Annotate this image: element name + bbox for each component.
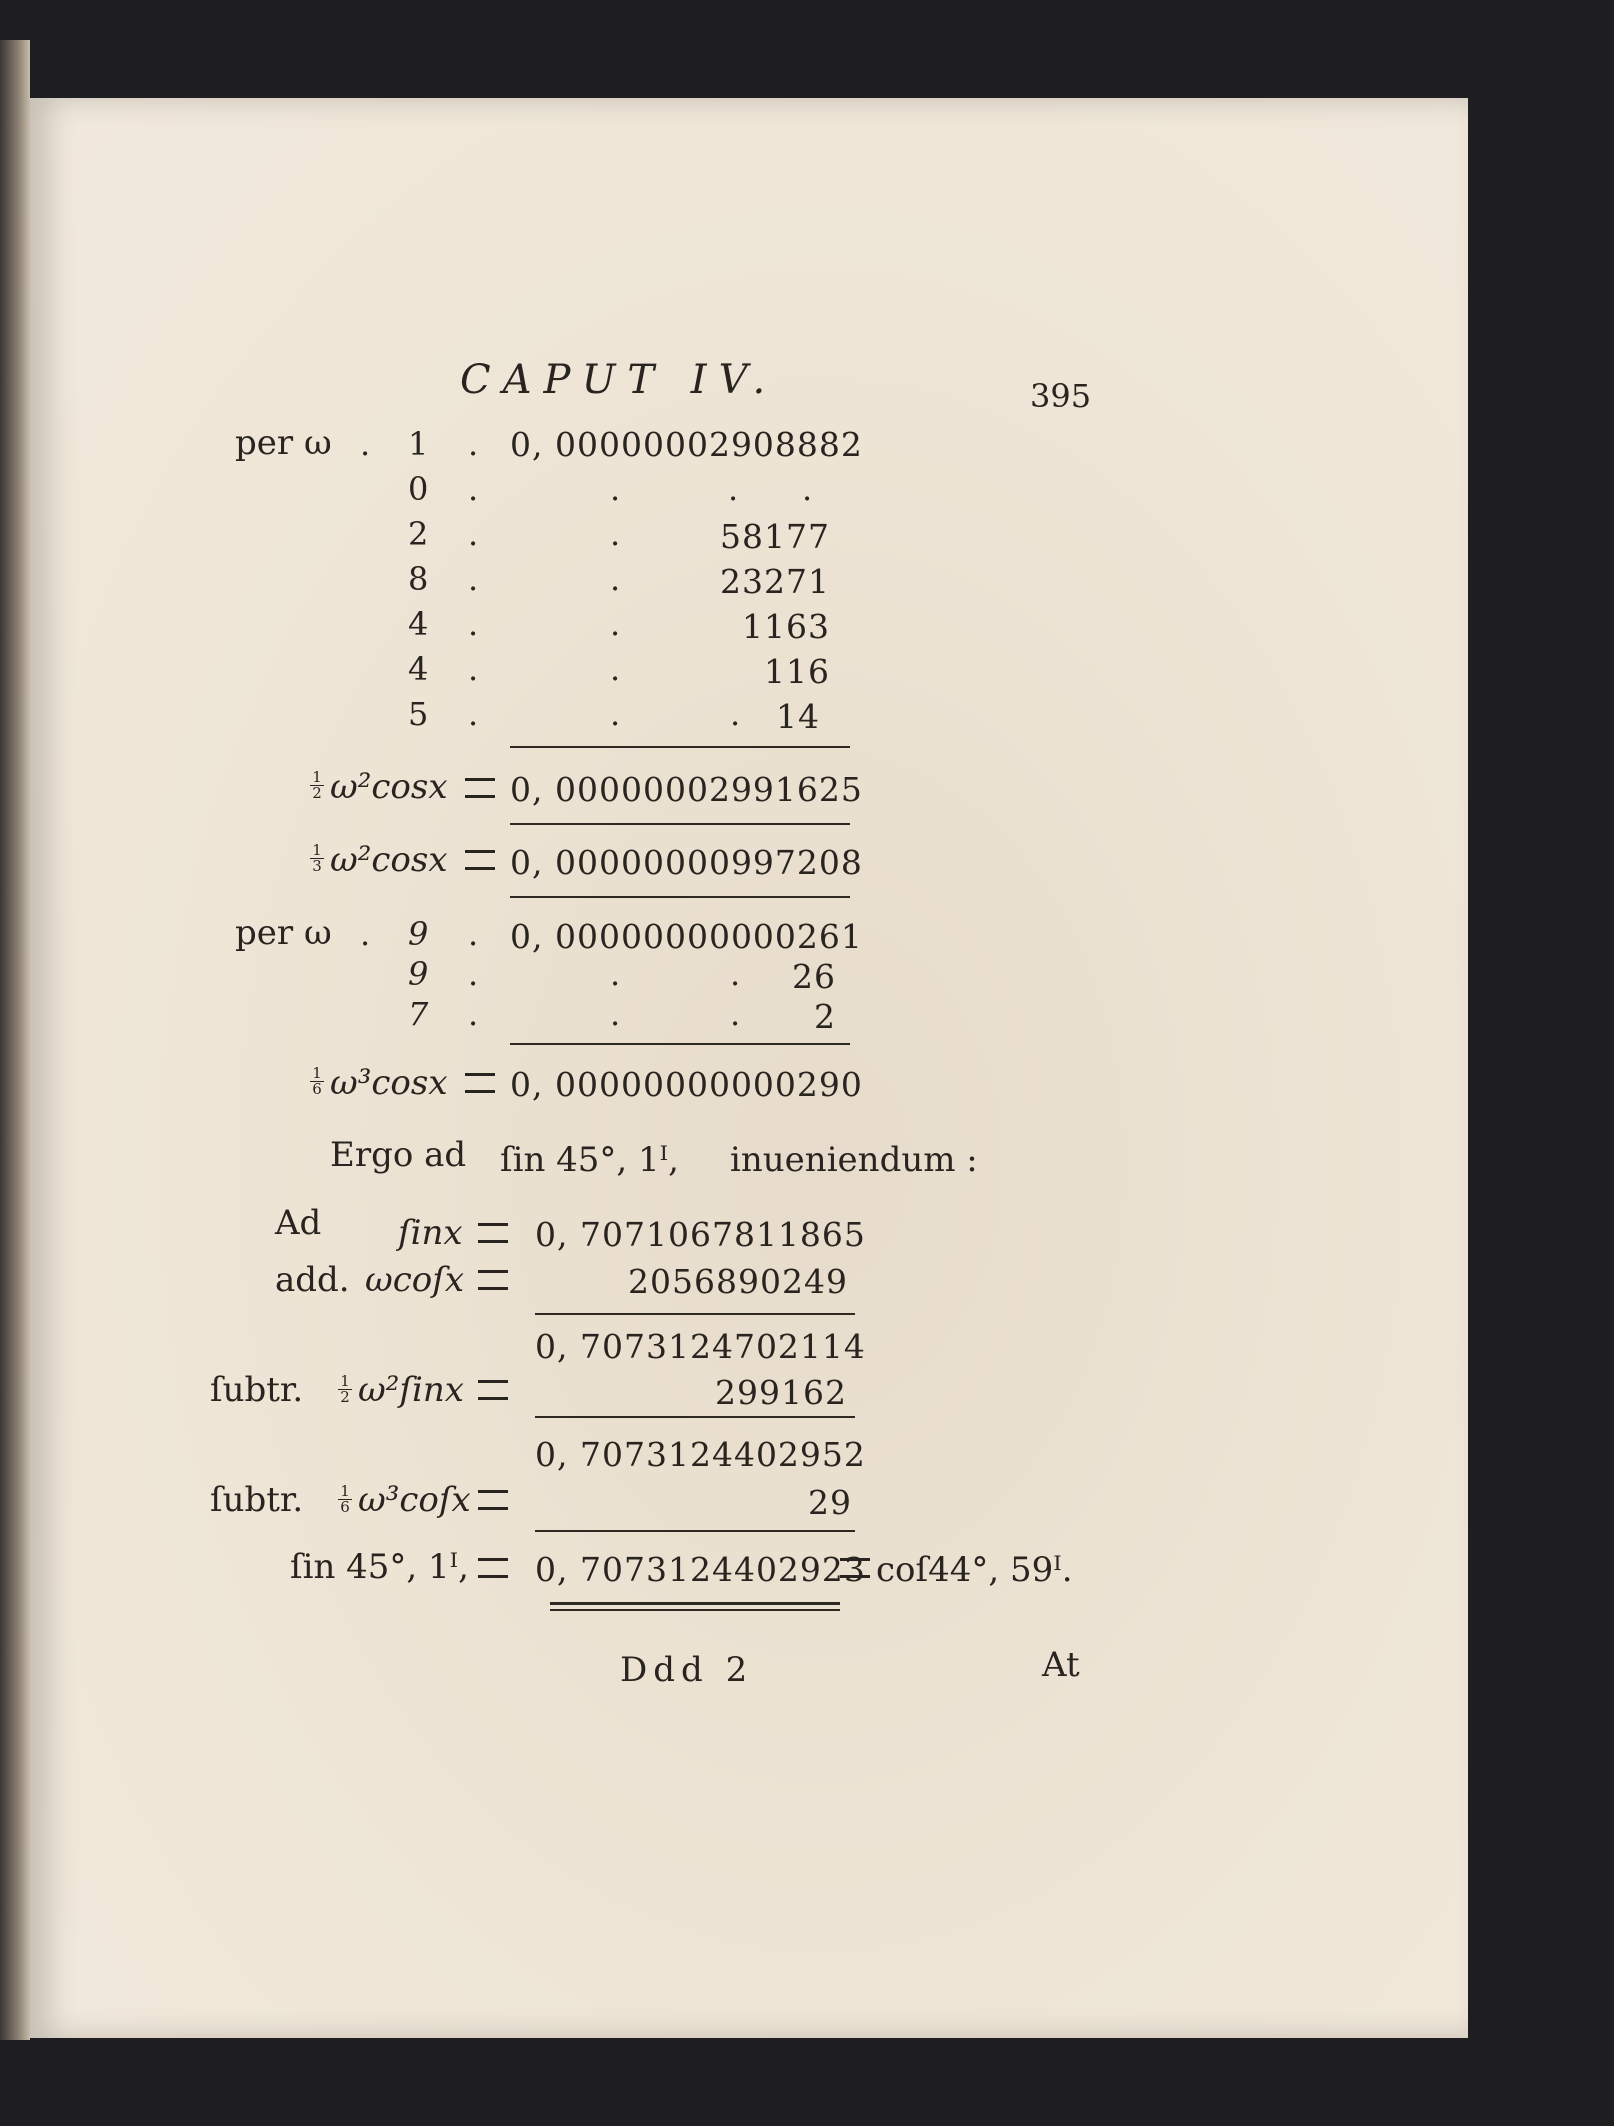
equals-sign — [478, 1490, 508, 1510]
add-label: add. — [275, 1260, 350, 1300]
rule — [535, 1416, 855, 1418]
dot: . — [610, 650, 621, 688]
dot: . — [802, 470, 813, 508]
sum2-value: 0, 7073124402952 — [535, 1435, 866, 1474]
ergo-text: Ergo ad — [330, 1135, 467, 1175]
fraction: $\frac{1}{6}$ — [338, 1484, 352, 1515]
equals-sign — [465, 778, 495, 798]
ad-value: 0, 7071067811865 — [535, 1215, 866, 1254]
rule — [510, 1043, 850, 1045]
dot: . — [730, 995, 741, 1033]
final-lhs: ſin 45°, 1ᴵ, — [290, 1547, 469, 1587]
expression: ω³cosx — [330, 1063, 448, 1103]
subtr1-value: 299162 — [715, 1373, 847, 1412]
ad-label: Ad — [275, 1203, 322, 1243]
subtr2-label: ſubtr. — [210, 1480, 304, 1520]
dot: . — [468, 470, 479, 508]
equals-sign — [478, 1558, 508, 1578]
value: 116 — [764, 652, 830, 691]
equals-sign — [840, 1558, 870, 1578]
final-rhs: coſ44°, 59ᴵ. — [876, 1550, 1073, 1590]
value: 58177 — [720, 517, 830, 556]
dot: . — [610, 695, 621, 733]
dot: . — [610, 515, 621, 553]
dot: . — [610, 995, 621, 1033]
ergo-sin: ſin 45°, 1ᴵ, — [500, 1140, 679, 1180]
value: 1163 — [742, 607, 830, 646]
dot: . — [730, 695, 741, 733]
add-value: 2056890249 — [628, 1262, 848, 1301]
value: 0, 00000002908882 — [510, 425, 863, 464]
double-rule — [550, 1609, 840, 1611]
subtr1-expr: ω²ſinx — [358, 1370, 464, 1410]
ergo-rest: inueniendum : — [730, 1140, 978, 1180]
subtr2-value: 29 — [808, 1483, 852, 1522]
running-head: CAPUT IV. — [460, 357, 778, 403]
value: 2 — [814, 997, 836, 1036]
digit: 1 — [408, 425, 429, 463]
dot: . — [730, 955, 741, 993]
rule — [535, 1530, 855, 1532]
final-value: 0, 7073124402923 — [535, 1550, 866, 1589]
signature-mark: Ddd 2 — [620, 1650, 754, 1690]
equals-sign — [478, 1270, 508, 1290]
digit: 4 — [408, 605, 429, 643]
rule — [535, 1313, 855, 1315]
value: 23271 — [720, 562, 830, 601]
dot: . — [468, 995, 479, 1033]
dot: . — [610, 470, 621, 508]
dot: . — [728, 470, 739, 508]
digit: 2 — [408, 515, 429, 553]
fraction: $\frac{1}{2}$ — [338, 1374, 352, 1405]
dot: . — [610, 605, 621, 643]
dot: . — [610, 955, 621, 993]
dot: . — [610, 560, 621, 598]
dot: . — [468, 915, 479, 953]
value: 26 — [792, 957, 836, 996]
dot: . — [468, 425, 479, 463]
per-omega-label-1: per ω — [235, 423, 332, 463]
fraction: $\frac{1}{2}$ — [310, 770, 324, 801]
rule — [510, 746, 850, 748]
equals-sign — [478, 1223, 508, 1243]
dot: . — [468, 695, 479, 733]
ad-expr: ſinx — [398, 1213, 463, 1253]
fraction: $\frac{1}{6}$ — [310, 1066, 324, 1097]
expression: ω²cosx — [330, 767, 448, 807]
page-number: 395 — [1030, 377, 1092, 415]
digit: 7 — [408, 995, 429, 1033]
dot: . — [360, 915, 371, 953]
per-omega-label-2: per ω — [235, 913, 332, 953]
dot: . — [468, 560, 479, 598]
digit: 8 — [408, 560, 429, 598]
equals-sign — [478, 1380, 508, 1400]
rule — [510, 823, 850, 825]
digit: 9 — [408, 955, 429, 993]
equals-sign — [465, 1073, 495, 1093]
double-rule — [550, 1602, 840, 1605]
value: 0, 00000000997208 — [510, 843, 863, 882]
digit: 9 — [408, 915, 429, 953]
dot: . — [468, 955, 479, 993]
dot: . — [468, 515, 479, 553]
fraction: $\frac{1}{3}$ — [310, 843, 324, 874]
dot: . — [468, 605, 479, 643]
rule — [510, 896, 850, 898]
digit: 4 — [408, 650, 429, 688]
digit: 0 — [408, 470, 429, 508]
book-page — [30, 98, 1468, 2038]
equals-sign — [465, 850, 495, 870]
catchword: At — [1042, 1645, 1080, 1685]
add-expr: ωcoſx — [365, 1260, 464, 1300]
digit: 5 — [408, 695, 429, 733]
dot: . — [360, 425, 371, 463]
value: 0, 00000000000290 — [510, 1065, 863, 1104]
value: 14 — [776, 697, 820, 736]
subtr1-label: ſubtr. — [210, 1370, 304, 1410]
sum1-value: 0, 7073124702114 — [535, 1327, 866, 1366]
value: 0, 00000000000261 — [510, 917, 863, 956]
subtr2-expr: ω³coſx — [358, 1480, 471, 1520]
dot: . — [468, 650, 479, 688]
value: 0, 00000002991625 — [510, 770, 863, 809]
expression: ω²cosx — [330, 840, 448, 880]
book-spine — [0, 40, 30, 2040]
